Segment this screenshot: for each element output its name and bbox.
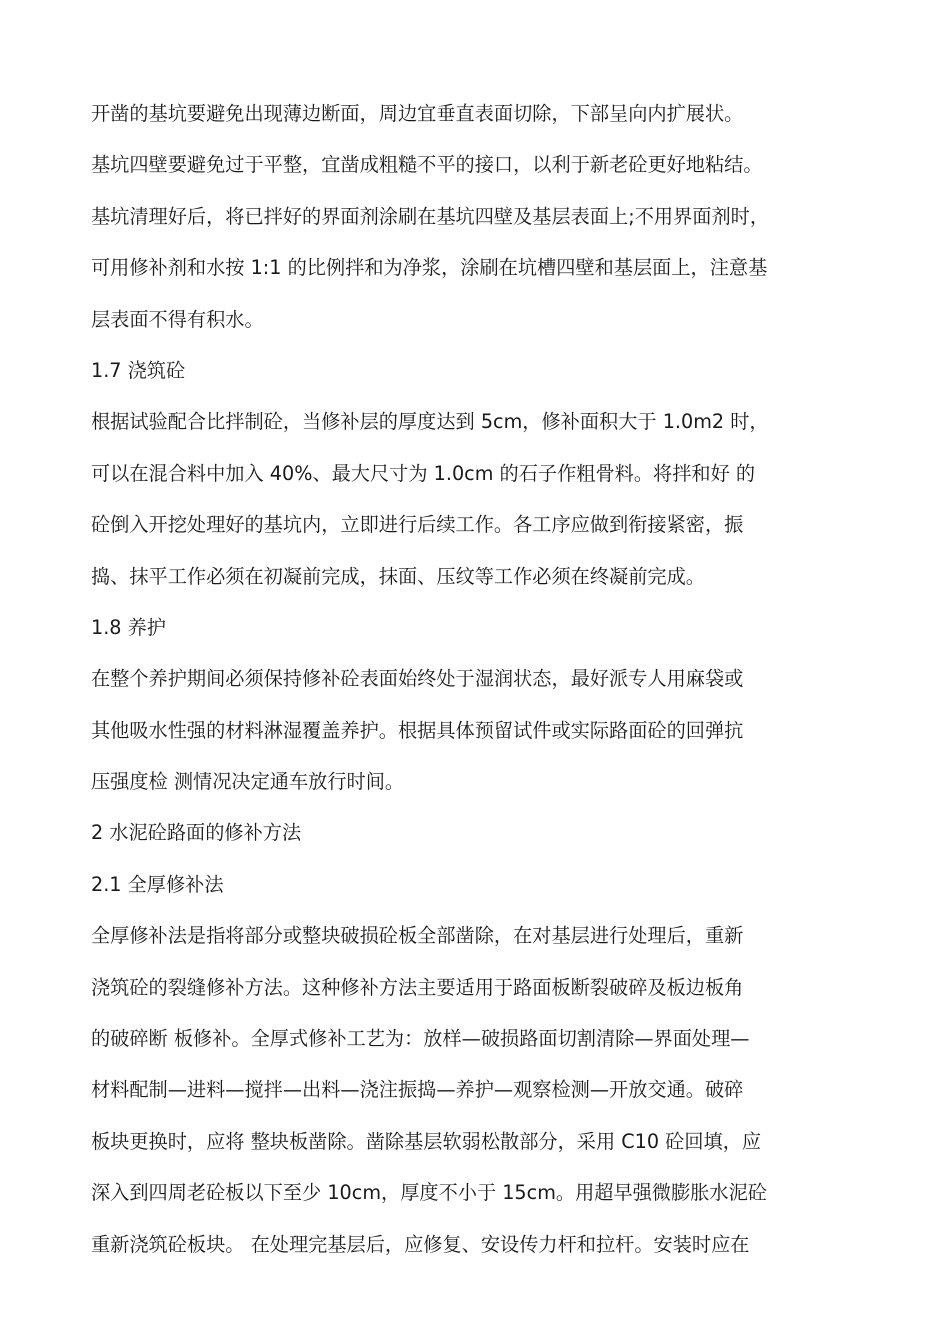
- section-heading: 1.8 养护: [91, 615, 166, 639]
- text-line: 根据试验配合比拌制砼，当修补层的厚度达到 5cm，修补面积大于 1.0m2 时，: [91, 410, 769, 434]
- section-heading: 1.7 浇筑砼: [91, 358, 186, 382]
- text-line: 砼倒入开挖处理好的基坑内，立即进行后续工作。各工序应做到衔接紧密，振: [91, 513, 744, 537]
- text-line: 的破碎断 板修补。全厚式修补工艺为：放样—破损路面切割清除—界面处理—: [91, 1027, 750, 1051]
- text-line: 在整个养护期间必须保持修补砼表面始终处于湿润状态，最好派专人用麻袋或: [91, 667, 744, 691]
- text-line: 重新浇筑砼板块。 在处理完基层后，应修复、安设传力杆和拉杆。安装时应在: [91, 1232, 750, 1256]
- text-line: 材料配制—进料—搅拌—出料—浇注振捣—养护—观察检测—开放交通。破碎: [91, 1078, 744, 1102]
- text-line: 基坑四壁要避免过于平整，宜凿成粗糙不平的接口，以利于新老砼更好地粘结。: [91, 153, 763, 177]
- text-line: 开凿的基坑要避免出现薄边断面，周边宜垂直表面切除，下部呈向内扩展状。: [91, 102, 744, 125]
- text-line: 全厚修补法是指将部分或整块破损砼板全部凿除，在对基层进行处理后，重新: [91, 924, 744, 948]
- text-line: 压强度检 测情况决定通车放行时间。: [91, 770, 405, 794]
- section-heading: 2 水泥砼路面的修补方法: [91, 821, 302, 845]
- text-line: 捣、抹平工作必须在初凝前完成，抹面、压纹等工作必须在终凝前完成。: [91, 564, 705, 588]
- text-line: 可用修补剂和水按 1:1 的比例拌和为净浆，涂刷在坑槽四壁和基层面上，注意基: [91, 256, 768, 280]
- text-line: 板块更换时，应将 整块板凿除。凿除基层软弱松散部分，采用 C10 砼回填，应: [91, 1129, 762, 1153]
- text-line: 层表面不得有积水。: [91, 307, 264, 331]
- document-body: [91, 88, 866, 1270]
- text-line: 其他吸水性强的材料淋湿覆盖养护。根据具体预留试件或实际路面砼的回弹抗: [91, 718, 744, 742]
- text-line: 可以在混合料中加入 40%、最大尺寸为 1.0cm 的石子作粗骨料。将拌和好 的: [91, 461, 756, 485]
- text-line: 浇筑砼的裂缝修补方法。这种修补方法主要适用于路面板断裂破碎及板边板角: [91, 975, 744, 999]
- text-line: 基坑清理好后，将已拌好的界面剂涂刷在基坑四壁及基层表面上;不用界面剂时，: [91, 204, 770, 228]
- text-line: 深入到四周老砼板以下至少 10cm，厚度不小于 15cm。用超早强微膨胀水泥砼: [91, 1181, 767, 1205]
- section-heading: 2.1 全厚修补法: [91, 872, 224, 896]
